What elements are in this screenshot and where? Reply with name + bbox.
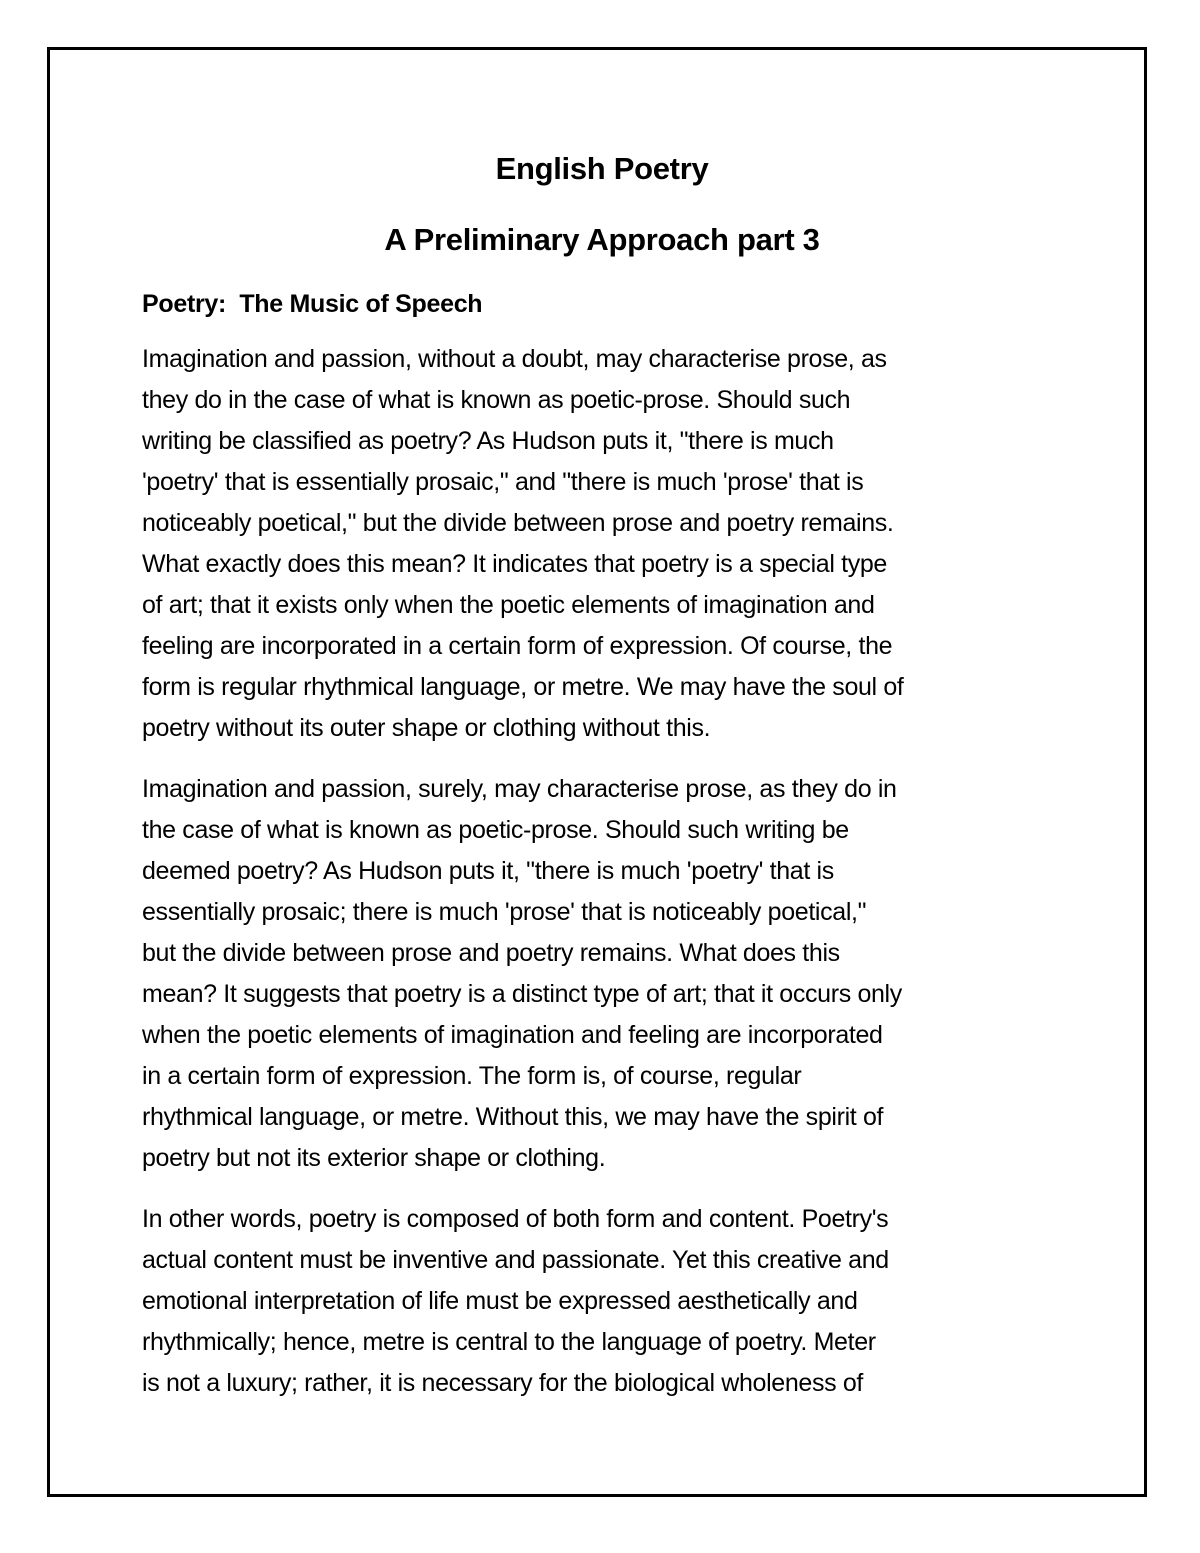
paragraph-line: emotional interpretation of life must be expressed aesthetically and — [142, 1287, 858, 1315]
paragraph-line: poetry but not its exterior shape or clothing. — [142, 1144, 606, 1172]
document-body — [142, 145, 1062, 1404]
paragraph-line: they do in the case of what is known as poetic-prose. Should such — [142, 386, 851, 414]
section-heading: Poetry: The Music of Speech — [142, 290, 483, 318]
paragraph-line: Imagination and passion, without a doubt, may characterise prose, as — [142, 345, 887, 373]
paragraph-line: rhythmically; hence, metre is central to the language of poetry. Meter — [142, 1328, 876, 1356]
paragraph-line: 'poetry' that is essentially prosaic," and "there is much 'prose' that is — [142, 468, 864, 496]
paragraph-line: when the poetic elements of imagination and feeling are incorporated — [142, 1021, 883, 1049]
paragraph-line: noticeably poetical," but the divide between prose and poetry remains. — [142, 509, 894, 537]
paragraph-line: rhythmical language, or metre. Without this, we may have the spirit of — [142, 1103, 884, 1131]
paragraph-line: in a certain form of expression. The form is, of course, regular — [142, 1062, 802, 1090]
paragraph-line: essentially prosaic; there is much 'prose' that is noticeably poetical," — [142, 898, 867, 926]
paragraph-line: What exactly does this mean? It indicates that poetry is a special type — [142, 550, 887, 578]
paragraph-line: form is regular rhythmical language, or metre. We may have the soul of — [142, 673, 904, 701]
paragraph-line: the case of what is known as poetic-prose. Should such writing be — [142, 816, 849, 844]
paragraph-1 — [142, 339, 1062, 749]
document-title: English Poetry — [495, 151, 709, 186]
paragraph-line: mean? It suggests that poetry is a distinct type of art; that it occurs only — [142, 980, 902, 1008]
document-subtitle: A Preliminary Approach part 3 — [384, 222, 820, 257]
paragraph-line: deemed poetry? As Hudson puts it, "there is much 'poetry' that is — [142, 857, 834, 885]
paragraph-line: of art; that it exists only when the poetic elements of imagination and — [142, 591, 875, 619]
paragraph-line: but the divide between prose and poetry remains. What does this — [142, 939, 840, 967]
paragraph-line: Imagination and passion, surely, may characterise prose, as they do in — [142, 775, 897, 803]
paragraph-line: is not a luxury; rather, it is necessary for the biological wholeness of — [142, 1369, 864, 1397]
paragraph-line: actual content must be inventive and passionate. Yet this creative and — [142, 1246, 889, 1274]
paragraph-3 — [142, 1199, 1062, 1404]
paragraph-line: In other words, poetry is composed of both form and content. Poetry's — [142, 1205, 889, 1233]
paragraph-line: writing be classified as poetry? As Hudson puts it, "there is much — [142, 427, 834, 455]
paragraph-line: poetry without its outer shape or clothing without this. — [142, 714, 711, 742]
paragraph-line: feeling are incorporated in a certain form of expression. Of course, the — [142, 632, 893, 660]
paragraph-2 — [142, 769, 1062, 1179]
